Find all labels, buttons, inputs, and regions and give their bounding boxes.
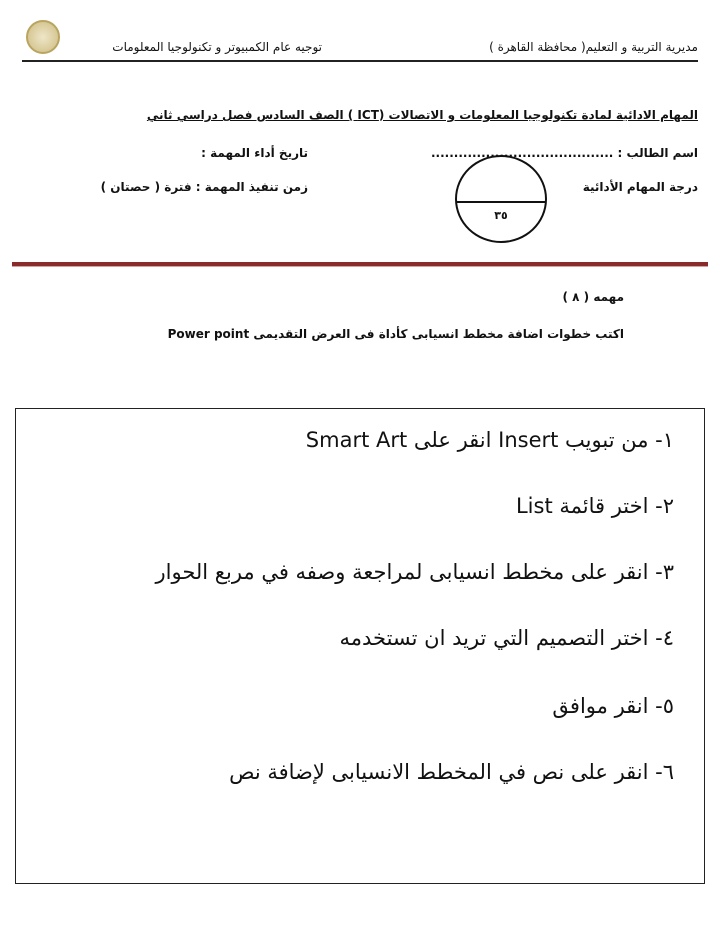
student-name-field: اسم الطالب : ........................................ (430, 146, 698, 160)
answer-step: ٣- انقر على مخطط انسيابى لمراجعة وصفه في مربع الحوار (155, 560, 674, 584)
duration-field: زمن تنفيذ المهمة : فترة ( حصتان ) (100, 180, 308, 194)
header-department: توجيه عام الكمبيوتر و تكنولوجيا المعلومات (112, 40, 322, 54)
grade-label: درجة المهام الأدائية (582, 180, 698, 194)
header-divider (22, 60, 698, 62)
answer-step: ٢- اختر قائمة List (515, 494, 674, 518)
score-circle (455, 155, 547, 243)
answer-step: ٥- انقر موافق (552, 694, 674, 718)
answer-step: ٦- انقر على نص في المخطط الانسيابى لإضافة نص (229, 760, 674, 784)
task-number: مهمه ( ٨ ) (562, 290, 624, 304)
max-score: ٣٥ (494, 209, 508, 222)
answer-step: ٤- اختر التصميم التي تريد ان تستخدمه (339, 626, 674, 650)
answer-step: ١- من تبويب Insert انقر على Smart Art (305, 428, 674, 452)
section-divider (12, 262, 708, 267)
task-instruction: اكتب خطوات اضافة مخطط انسيابى كأداة فى العرض التقديمى Power point (167, 327, 624, 341)
header-directorate: مديرية التربية و التعليم( محافظة القاهرة ) (489, 40, 698, 54)
page-title: المهام الادائية لمادة تكنولوجيا المعلومات و الاتصالات (ICT ) الصف السادس فصل دراسي ثاني (146, 108, 698, 122)
ministry-logo (26, 20, 60, 54)
task-date-field: تاريخ أداء المهمة : (201, 146, 308, 160)
